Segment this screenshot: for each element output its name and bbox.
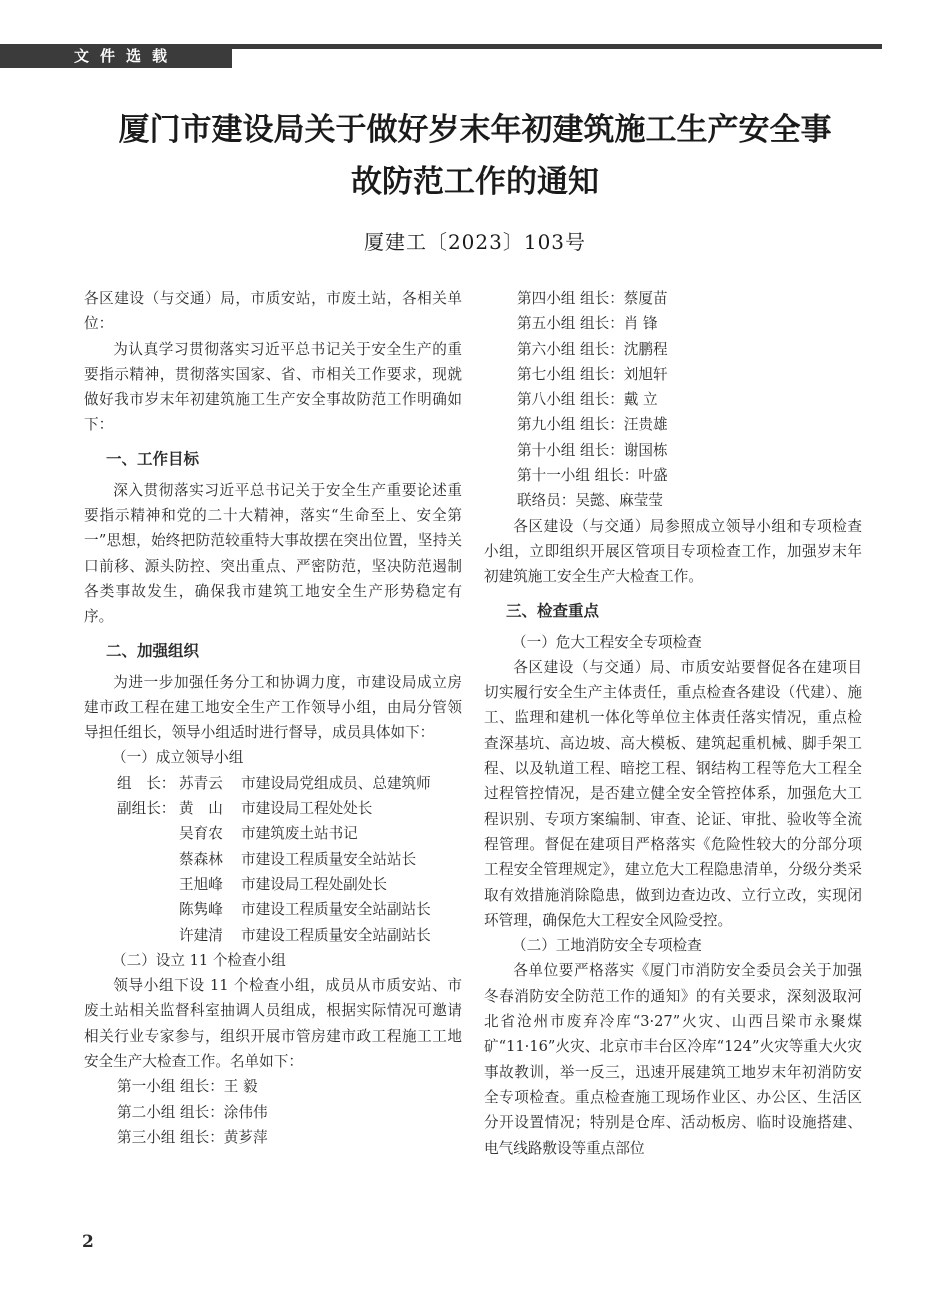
group-item: 第四小组 组长：蔡厦苗	[517, 290, 668, 307]
member-row	[84, 771, 462, 796]
member-name: 许建清	[179, 926, 223, 944]
group-item: 第一小组 组长：王 毅	[117, 1078, 258, 1096]
member-list	[84, 771, 462, 948]
organization-paragraph: 为进一步加强任务分工和协调力度，市建设局成立房建市政工程在建工地安全生产工作领导小组，由局分管领导担任组长，领导小组适时进行督导，成员具体如下：	[84, 673, 462, 742]
heading-organization: 二、加强组织	[106, 641, 200, 660]
member-name: 陈隽峰	[179, 901, 223, 919]
member-title: 市建设工程质量安全站站长	[241, 850, 417, 868]
member-row	[84, 821, 462, 846]
member-row	[84, 923, 462, 948]
member-row	[84, 897, 462, 922]
document-number: 厦建工〔2023〕103号	[363, 230, 587, 254]
section-header-rule	[232, 44, 882, 49]
member-role	[117, 923, 179, 948]
hazardous-works-paragraph: 各区建设（与交通）局、市质安站要督促各在建项目切实履行安全生产主体责任，重点检查各建设（代建）、施工、监理和建机一体化等单位主体责任落实情况，重点检查深基坑、高边坡、高大模板、建筑起重机械、脚手架工程、以及轨道工程、暗挖工程、钢结构工程等危大工程全过程管控情况，是否建立健全安全管控体系，加强危大工程识别、专项方案编制、审查、论证、审批、验收等全流程管理。督促在建项目严格落实《危险性较大的分部分项工程安全管理规定》，建立危大工程隐患清单，分级分类采取有效措施消除隐患，做到边查边改、立行立改，实现闭环管理，确保危大工程安全风险受控。	[484, 658, 862, 929]
district-paragraph: 各区建设（与交通）局参照成立领导小组和专项检查小组，立即组织开展区管项目专项检查工作，加强岁末年初建筑施工安全生产大检查工作。	[484, 517, 862, 586]
subheading-leading-group: （一）成立领导小组	[112, 749, 244, 767]
member-title: 市建设局党组成员、总建筑师	[241, 774, 431, 792]
member-role: 副组长：	[117, 800, 176, 818]
section-header-bar	[0, 44, 882, 68]
title-line-2: 故防范工作的通知	[351, 164, 599, 200]
group-item: 第十小组 组长：谢国栋	[517, 441, 668, 459]
member-role	[117, 897, 179, 922]
member-title: 市建设工程质量安全站副站长	[241, 901, 431, 919]
subheading-check-groups: （二）设立 11 个检查小组	[112, 951, 286, 969]
member-row	[84, 847, 462, 872]
member-title: 市建设工程质量安全站副站长	[241, 926, 431, 944]
group-item: 第三小组 组长：黄芗萍	[117, 1128, 268, 1146]
left-column	[84, 286, 462, 1150]
group-item: 第九小组 组长：汪贵雄	[517, 416, 668, 434]
subheading-fire-safety: （二）工地消防安全专项检查	[512, 937, 702, 955]
salutation: 各区建设（与交通）局，市质安站，市废土站，各相关单位：	[84, 290, 462, 333]
page-number: 2	[82, 1232, 94, 1252]
member-name: 苏青云	[179, 774, 223, 792]
right-column	[484, 286, 862, 1161]
group-item: 第二小组 组长：涂伟伟	[117, 1103, 268, 1121]
member-role	[117, 872, 179, 897]
subheading-hazardous-works: （一）危大工程安全专项检查	[512, 633, 702, 651]
member-role	[117, 821, 179, 846]
liaison-item: 联络员：吴懿、麻莹莹	[517, 492, 663, 510]
group-item: 第十一小组 组长：叶盛	[517, 467, 668, 485]
member-role	[117, 847, 179, 872]
document-title	[60, 104, 890, 208]
heading-inspection-focus: 三、检查重点	[506, 601, 600, 620]
group-item: 第七小组 组长：刘旭轩	[517, 365, 668, 383]
member-name: 王旭峰	[179, 875, 223, 893]
member-row	[84, 872, 462, 897]
fire-safety-paragraph: 各单位要严格落实《厦门市消防安全委员会关于加强冬春消防安全防范工作的通知》的有关要求，深刻汲取河北省沧州市废弃冷库“3·27”火灾、山西吕梁市永聚煤矿“11·16”火灾、北京市丰台区冷库“124”火灾等重大火灾事故教训，举一反三，迅速开展建筑工地岁末年初消防安全专项检查。重点检查施工现场作业区、办公区、生活区分开设置情况；特别是仓库、活动板房、临时设施搭建、电气线路敷设等重点部位	[484, 962, 862, 1157]
check-groups-paragraph: 领导小组下设 11 个检查小组，成员从市质安站、市废土站相关监督科室抽调人员组成，根据实际情况可邀请相关行业专家参与，组织开展市管房建市政工程施工工地安全生产大检查工作。名单如下：	[84, 977, 462, 1071]
member-row	[84, 796, 462, 821]
goals-paragraph: 深入贯彻落实习近平总书记关于安全生产重要论述重要指示精神和党的二十大精神，落实“生命至上、安全第一”思想，始终把防范较重特大事故摆在突出位置，坚持关口前移、源头防控、突出重点、严密防范，坚决防范遏制各类事故发生，确保我市建筑工地安全生产形势稳定有序。	[84, 481, 462, 626]
member-name: 蔡森林	[179, 850, 223, 868]
member-name: 黄 山	[179, 800, 223, 818]
member-name: 吴育农	[179, 825, 223, 843]
member-role: 组 长：	[117, 774, 176, 792]
group-item: 第五小组 组长：肖 锋	[517, 315, 658, 333]
member-title: 市建设局工程处处长	[241, 800, 373, 818]
group-item: 第六小组 组长：沈鹏程	[517, 340, 668, 358]
member-title: 市建筑废土站书记	[241, 825, 358, 843]
member-title: 市建设局工程处副处长	[241, 875, 387, 893]
section-label: 文件选载	[74, 47, 179, 65]
group-item: 第八小组 组长：戴 立	[517, 391, 658, 409]
title-line-1: 厦门市建设局关于做好岁末年初建筑施工生产安全事	[118, 112, 832, 148]
heading-work-goals: 一、工作目标	[106, 449, 200, 468]
intro-paragraph: 为认真学习贯彻落实习近平总书记关于安全生产的重要指示精神，贯彻落实国家、省、市相关工作要求，现就做好我市岁末年初建筑施工生产安全事故防范工作明确如下：	[84, 340, 462, 434]
